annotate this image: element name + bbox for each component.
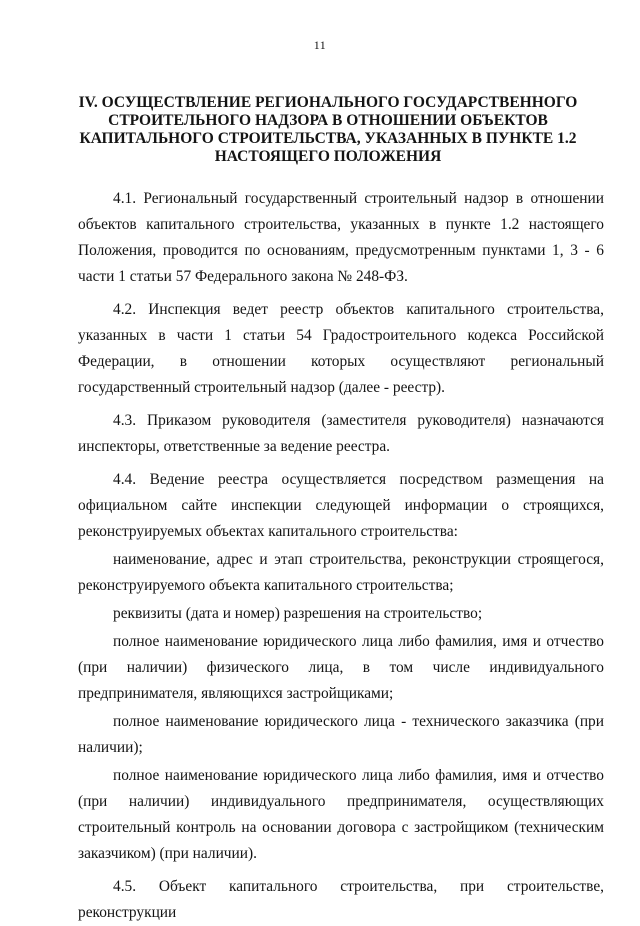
list-item-technical-customer: полное наименование юридического лица - технического заказчика (при наличии); (78, 713, 604, 756)
paragraph-4-1: 4.1. Региональный государственный строительный надзор в отношении объектов капитального строительства, указанных в пункте 1.2 настоящего Положения, проводится по основаниям, предусмотренным пунктами 1, 3 - 6 части 1 статьи 57 Федерального закона № 248-ФЗ. (78, 190, 604, 285)
paragraph-4-4: 4.4. Ведение реестра осуществляется посредством размещения на официальном сайте инспекции следующей информации о строящихся, реконструируемых объектах капитального строительства: (78, 471, 604, 540)
list-item-developer: полное наименование юридического лица либо фамилия, имя и отчество (при наличии) физического лица, в том числе индивидуального предпринимателя, являющихся застройщиками; (78, 633, 604, 702)
paragraph-4-2: 4.2. Инспекция ведет реестр объектов капитального строительства, указанных в части 1 статьи 54 Градостроительного кодекса Российской Федерации, в отношении которых осуществляют региональный государственный строительный надзор (далее - реестр). (78, 301, 604, 396)
list-item-construction-control: полное наименование юридического лица либо фамилия, имя и отчество (при наличии) индивидуального предпринимателя, осуществляющих строительный контроль на основании договора с застройщиком (техническим заказчиком) (при наличии). (78, 767, 604, 862)
section-heading: IV. ОСУЩЕСТВЛЕНИЕ РЕГИОНАЛЬНОГО ГОСУДАРСТВЕННОГО СТРОИТЕЛЬНОГО НАДЗОРА В ОТНОШЕНИИ ОБЪЕКТОВ КАПИТАЛЬНОГО СТРОИТЕЛЬСТВА, УКАЗАННЫХ В ПУНКТЕ 1.2 НАСТОЯЩЕГО ПОЛОЖЕНИЯ (78, 94, 578, 165)
list-item-permit: реквизиты (дата и номер) разрешения на строительство; (113, 605, 483, 622)
paragraph-4-5: 4.5. Объект капитального строительства, при строительстве, реконструкции (78, 878, 604, 921)
document-body (78, 186, 604, 926)
page-number: 11 (313, 38, 327, 52)
paragraph-4-3: 4.3. Приказом руководителя (заместителя руководителя) назначаются инспекторы, ответственные за ведение реестра. (78, 412, 604, 455)
list-item-name-address: наименование, адрес и этап строительства, реконструкции строящегося, реконструируемого объекта капитального строительства; (78, 551, 604, 594)
